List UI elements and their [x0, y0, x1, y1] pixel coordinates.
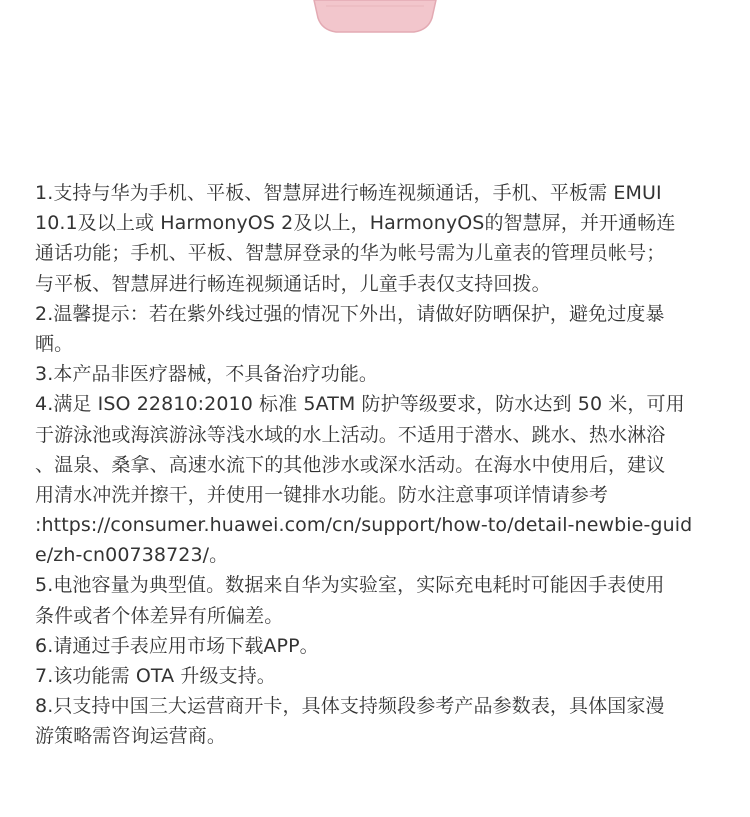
note-link-line: :https://consumer.huawei.com/cn/support/how-to/detail-newbie-guid: [35, 514, 693, 537]
note-8: [35, 691, 713, 751]
watch-strap-graphic: [0, 0, 750, 40]
note-line: 与平板、智慧屏进行畅连视频通话时，儿童手表仅支持回拨。: [35, 272, 551, 295]
note-line: 1.支持与华为手机、平板、智慧屏进行畅连视频通话，手机、平板需 EMUI: [35, 182, 662, 204]
note-2: [35, 299, 713, 359]
note-line: 7.该功能需 OTA 升级支持。: [35, 665, 276, 687]
note-link-line: e/zh-cn00738723/。: [35, 544, 229, 567]
product-notes: [35, 178, 713, 752]
note-7: [35, 661, 713, 691]
note-line: 2.温馨提示：若在紫外线过强的情况下外出，请做好防晒保护，避免过度暴: [35, 302, 665, 325]
watch-strap-image: [0, 0, 750, 40]
note-line: 于游泳池或海滨游泳等浅水域的水上活动。不适用于潜水、跳水、热水淋浴: [35, 423, 666, 446]
note-line: 3.本产品非医疗器械，不具备治疗功能。: [35, 363, 379, 386]
note-line: 游策略需咨询运营商。: [35, 725, 227, 748]
note-line: 4.满足 ISO 22810:2010 标准 5ATM 防护等级要求，防水达到 50 米，可用: [35, 393, 685, 416]
note-line: 用清水冲洗并擦干，并使用一键排水功能。防水注意事项详情请参考: [35, 483, 609, 506]
note-line: 6.请通过手表应用市场下载APP。: [35, 634, 319, 657]
note-5: [35, 570, 713, 630]
note-3: [35, 359, 713, 389]
note-1: [35, 178, 713, 299]
note-4: [35, 389, 713, 570]
note-line: 10.1及以上或 HarmonyOS 2及以上，HarmonyOS的智慧屏，并开通畅连: [35, 212, 676, 235]
note-line: 8.只支持中国三大运营商开卡，具体支持频段参考产品参数表，具体国家漫: [35, 695, 665, 718]
note-line: 5.电池容量为典型值。数据来自华为实验室，实际充电耗时可能因手表使用: [35, 574, 665, 597]
note-line: 晒。: [35, 332, 74, 355]
note-line: 条件或者个体差异有所偏差。: [35, 604, 284, 627]
note-6: [35, 631, 713, 661]
note-line: 、温泉、桑拿、高速水流下的其他涉水或深水活动。在海水中使用后，建议: [35, 453, 666, 476]
note-line: 通话功能；手机、平板、智慧屏登录的华为帐号需为儿童表的管理员帐号；: [35, 242, 666, 265]
